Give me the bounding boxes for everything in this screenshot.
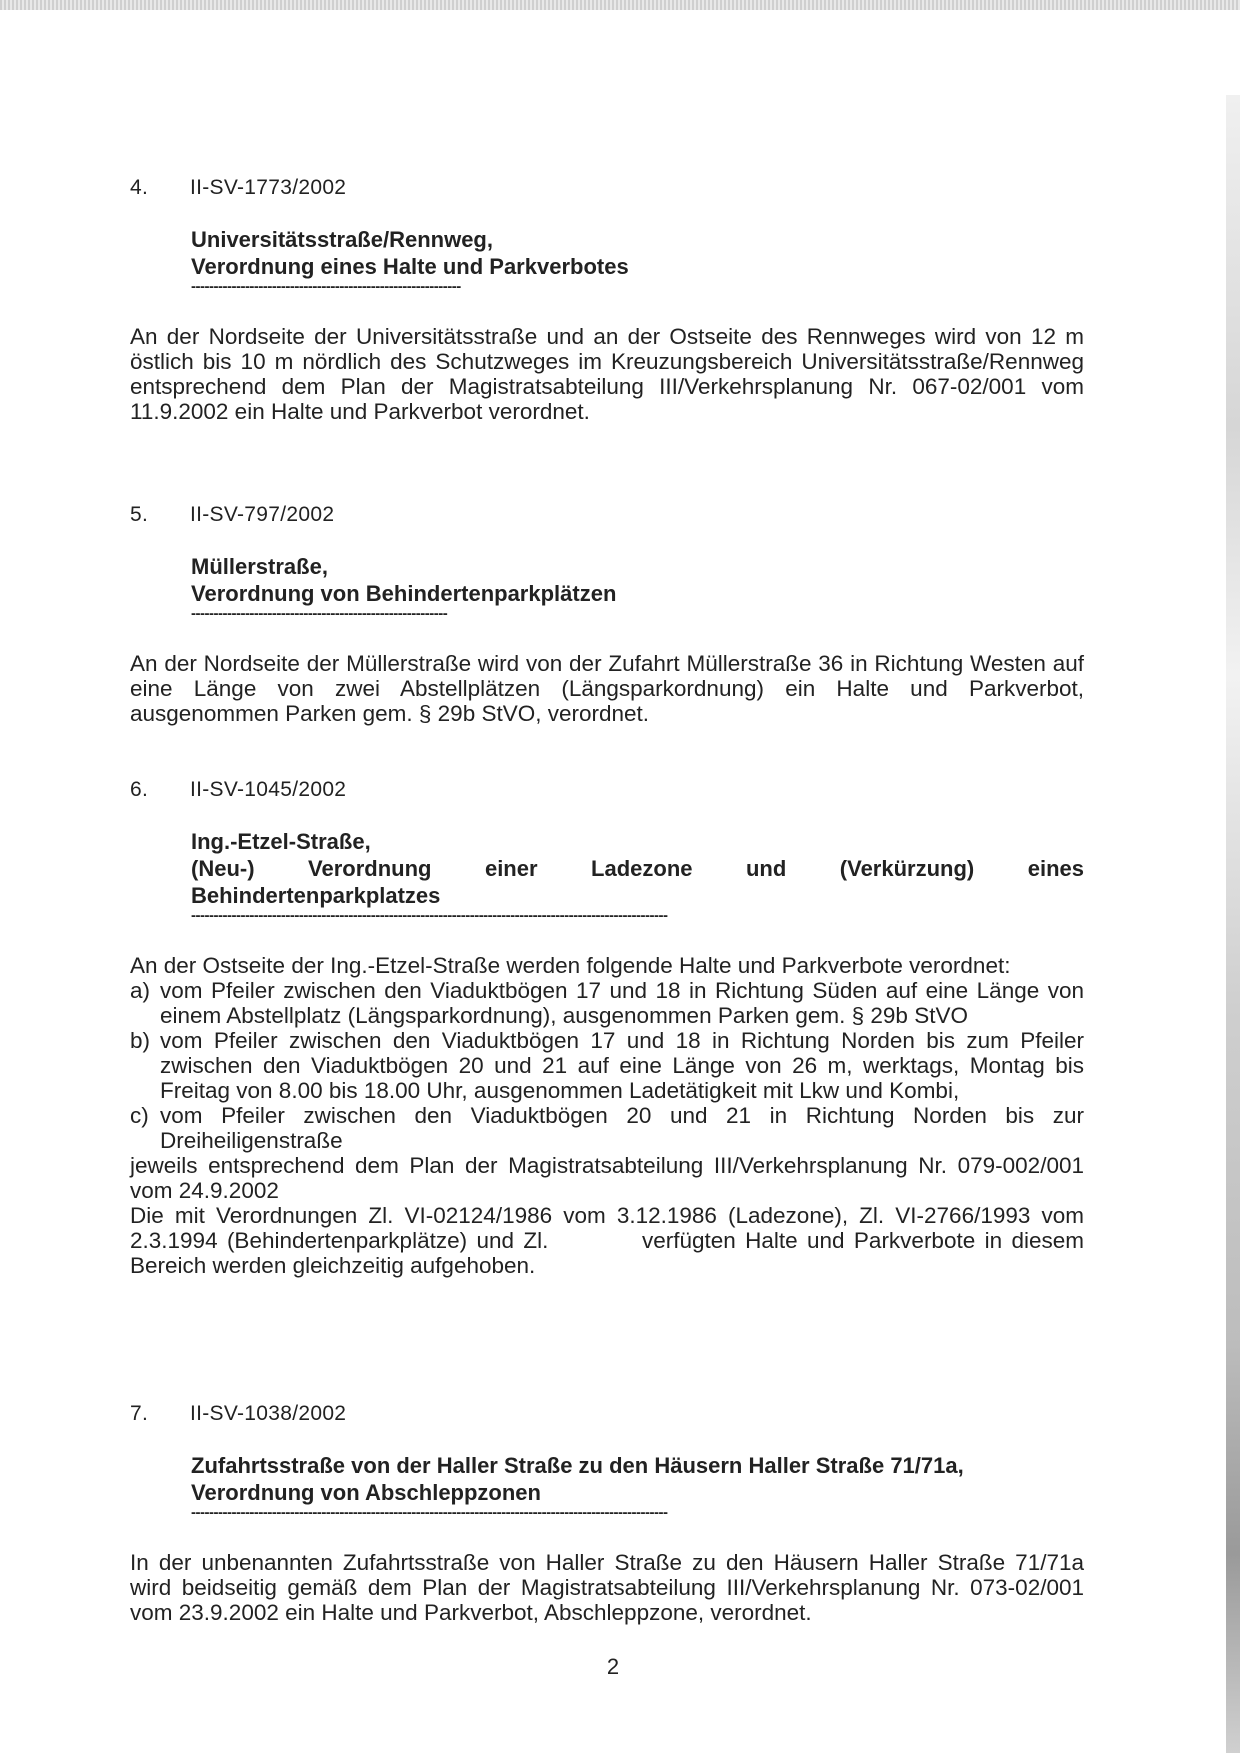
- list-item-text: vom Pfeiler zwischen den Viaduktbögen 17 und 18 in Richtung Süden auf eine Länge von einem Abstellplatz (Längsparkordnung), ausgenommen Parken gem. § 29b StVO: [160, 978, 1084, 1028]
- item-title-line: Verordnung eines Halte und Parkverbotes: [191, 254, 629, 279]
- item-title: [191, 226, 1084, 280]
- list-item-label: a): [130, 978, 151, 1003]
- item-title-line: (Neu-) Verordnung einer Ladezone und (Verkürzung) eines: [191, 856, 1084, 881]
- list-item-text: vom Pfeiler zwischen den Viaduktbögen 17 und 18 in Richtung Norden bis zum Pfeiler zwischen den Viaduktbögen 20 und 21 auf eine Länge von 26 m, werktags, Montag bis Freitag von 8.00 bis 18.00 Uhr, ausgenommen Ladetätigkeit mit Lkw und Kombi,: [160, 1028, 1084, 1103]
- item-title-line: Müllerstraße,: [191, 554, 328, 579]
- item-body: [130, 651, 1084, 726]
- item-number: 7.: [130, 1402, 149, 1425]
- agenda-item-7: [130, 1402, 1084, 1625]
- item-paragraph: An der Ostseite der Ing.-Etzel-Straße werden folgende Halte und Parkverbote verordnet:: [130, 953, 1011, 978]
- item-paragraph: jeweils entsprechend dem Plan der Magistratsabteilung III/Verkehrsplanung Nr. 079-002/001 vom 24.9.2002: [130, 1153, 1084, 1203]
- item-title: [191, 828, 1084, 909]
- list-item-text: vom Pfeiler zwischen den Viaduktbögen 20 und 21 in Richtung Norden bis zur Dreiheiligenstraße: [160, 1103, 1084, 1153]
- item-number: 5.: [130, 503, 149, 526]
- item-title-line: Ing.-Etzel-Straße,: [191, 829, 371, 854]
- page-number: 2: [606, 1654, 620, 1679]
- item-title-line: Behindertenparkplatzes: [191, 883, 441, 908]
- scan-edge-right: [1226, 95, 1240, 1753]
- agenda-item-6: [130, 778, 1091, 1278]
- item-heading: [130, 503, 1084, 531]
- list-item: [130, 1103, 1084, 1153]
- item-title-line: Universitätsstraße/Rennweg,: [191, 227, 493, 252]
- item-number: 4.: [130, 176, 149, 199]
- item-reference: II-SV-1045/2002: [190, 778, 347, 801]
- item-reference: II-SV-1773/2002: [190, 176, 347, 199]
- item-paragraph: An der Nordseite der Universitätsstraße und an der Ostseite des Rennweges wird von 12 m östlich bis 10 m nördlich des Schutzweges im Kreuzungsbereich Universitätsstraße/Rennweg entsprechend dem Plan der Magistratsabteilung III/Verkehrsplanung Nr. 067-02/001 vom 11.9.2002 ein Halte und Parkverbot verordnet.: [130, 324, 1084, 424]
- item-title-line: Zufahrtsstraße von der Haller Straße zu den Häusern Haller Straße 71/71a,: [191, 1453, 964, 1478]
- item-title: [191, 1452, 1084, 1506]
- item-reference: II-SV-1038/2002: [190, 1402, 347, 1425]
- list-item-label: c): [130, 1103, 149, 1128]
- item-body: [130, 953, 1091, 1278]
- item-paragraph: An der Nordseite der Müllerstraße wird von der Zufahrt Müllerstraße 36 in Richtung Westen auf eine Länge von zwei Abstellplätzen (Längsparkordnung) ein Halte und Parkverbot, ausgenommen Parken gem. § 29b StVO, verordnet.: [130, 651, 1084, 726]
- item-heading: [130, 778, 1084, 806]
- list-item-label: b): [130, 1028, 151, 1053]
- item-body: [130, 1550, 1084, 1625]
- list-item: [130, 1028, 1084, 1103]
- title-underline: ---------------------------------------------------------: [191, 607, 448, 621]
- item-title: [191, 553, 1084, 607]
- item-body: [130, 324, 1084, 424]
- item-paragraph: Die mit Verordnungen Zl. VI-02124/1986 vom 3.12.1986 (Ladezone), Zl. VI-2766/1993 vom 2.3.1994 (Behindertenparkplätze) und Zl. verfügten Halte und Parkverbote in diesem Bereich werden gleichzeitig aufgehoben.: [130, 1203, 1091, 1278]
- item-heading: [130, 176, 1084, 204]
- agenda-item-5: [130, 503, 1084, 726]
- item-reference: II-SV-797/2002: [190, 503, 335, 526]
- title-underline: ------------------------------------------------------------: [191, 280, 461, 294]
- item-title-line: Verordnung von Behindertenparkplätzen: [191, 581, 617, 606]
- title-underline: ----------------------------------------------------------------------------------------------------------: [191, 1506, 668, 1520]
- list-item: [130, 978, 1084, 1028]
- item-title-line: Verordnung von Abschleppzonen: [191, 1480, 541, 1505]
- agenda-item-4: [130, 176, 1084, 424]
- item-number: 6.: [130, 778, 149, 801]
- title-underline: ----------------------------------------------------------------------------------------------------------: [191, 909, 668, 923]
- item-paragraph: In der unbenannten Zufahrtsstraße von Haller Straße zu den Häusern Haller Straße 71/71a wird beidseitig gemäß dem Plan der Magistratsabteilung III/Verkehrsplanung Nr. 073-02/001 vom 23.9.2002 ein Halte und Parkverbot, Abschleppzone, verordnet.: [130, 1550, 1084, 1625]
- item-heading: [130, 1402, 1084, 1430]
